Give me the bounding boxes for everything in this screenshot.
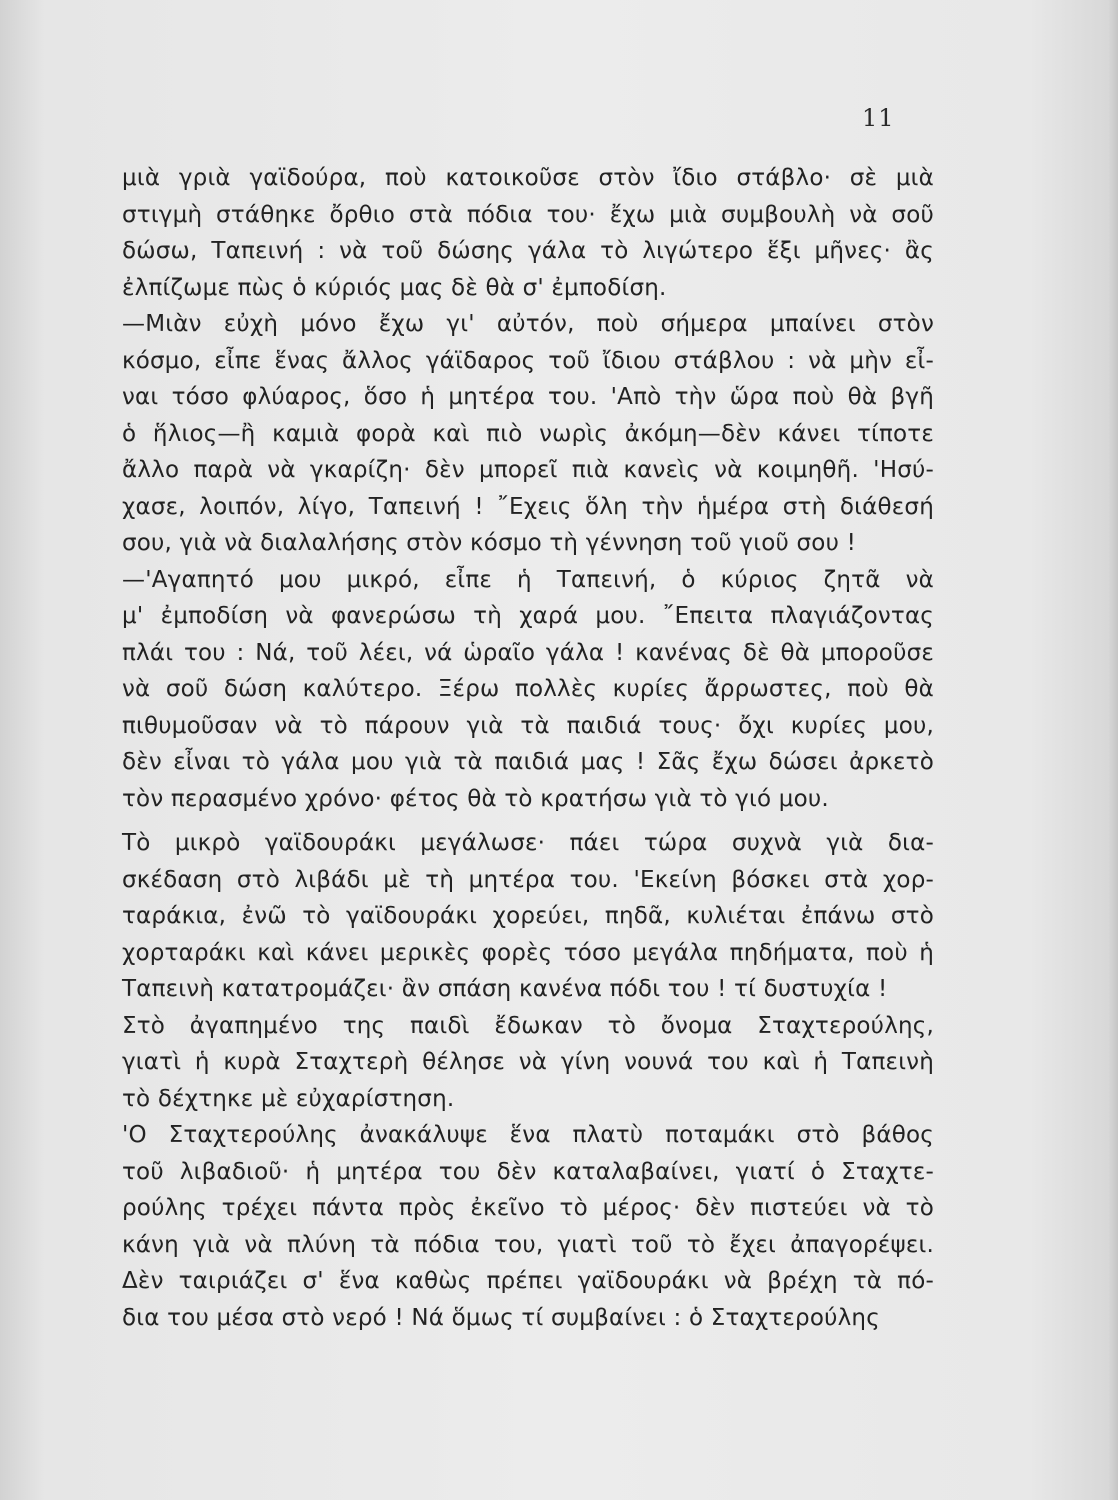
text-line: δια του μέσα στὸ νερό ! Νά ὅμως τί συμβαίνει : ὁ Σταχτερούλης [122, 1304, 880, 1331]
text-line: τὸν περασμένο χρόνο· φέτος θὰ τὸ κρατήσω γιὰ τὸ γιό μου. [122, 785, 829, 812]
text-line: —'Αγαπητό μου μικρό, εἶπε ἡ Ταπεινή, ὁ κύριος ζητᾶ νὰ [122, 566, 934, 593]
body-text [122, 160, 934, 1336]
text-line: ἐλπίζωμε πὼς ὁ κύριός μας δὲ θὰ σ' ἐμποδίση. [122, 274, 667, 301]
text-line: Στὸ ἀγαπημένο της παιδὶ ἔδωκαν τὸ ὄνομα Σταχτερούλης, [122, 1012, 934, 1039]
text-line: —Μιὰν εὐχὴ μόνο ἔχω γι' αὐτόν, ποὺ σήμερα μπαίνει στὸν [122, 311, 934, 337]
text-line: μιὰ γριὰ γαϊδούρα, ποὺ κατοικοῦσε στὸν ἴδιο στάβλο· σὲ μιὰ [122, 165, 934, 191]
text-line: ἄλλο παρὰ νὰ γκαρίζη· δὲν μπορεῖ πιὰ κανεὶς νὰ κοιμηθῆ. 'Ησύ- [122, 457, 934, 483]
text-line: χασε, λοιπόν, λίγο, Ταπεινή ! ῎Εχεις ὅλη τὴν ἡμέρα στὴ διάθεσή [122, 493, 934, 520]
text-line: 'Ο Σταχτερούλης ἀνακάλυψε ἕνα πλατὺ ποταμάκι στὸ βάθος [122, 1122, 934, 1148]
text-line: ναι τόσο φλύαρος, ὅσο ἡ μητέρα του. 'Απὸ τὴν ὥρα ποὺ θὰ βγῆ [122, 384, 934, 410]
text-line: νὰ σοῦ δώση καλύτερο. Ξέρω πολλὲς κυρίες ἄρρωστες, ποὺ θὰ [122, 676, 934, 702]
text-line: δώσω, Ταπεινή : νὰ τοῦ δώσης γάλα τὸ λιγώτερο ἕξι μῆνες· ἂς [122, 238, 934, 264]
text-line: ὁ ἥλιος—ἢ καμιὰ φορὰ καὶ πιὸ νωρὶς ἀκόμη—δὲν κάνει τίποτε [122, 420, 934, 447]
text-line: κάνη γιὰ νὰ πλύνη τὰ πόδια του, γιατὶ τοῦ τὸ ἔχει ἀπαγορέψει. [122, 1231, 934, 1258]
text-line: μ' ἐμποδίση νὰ φανερώσω τὴ χαρά μου. ῎Επειτα πλαγιάζοντας [122, 603, 934, 629]
text-line: κόσμο, εἶπε ἕνας ἄλλος γάϊδαρος τοῦ ἴδιου στάβλου : νὰ μὴν εἶ- [122, 347, 934, 374]
text-line: Δὲν ταιριάζει σ' ἕνα καθὼς πρέπει γαϊδουράκι νὰ βρέχη τὰ πό- [122, 1268, 934, 1294]
text-line: χορταράκι καὶ κάνει μερικὲς φορὲς τόσο μεγάλα πηδήματα, ποὺ ἡ [122, 939, 934, 966]
text-line: δὲν εἶναι τὸ γάλα μου γιὰ τὰ παιδιά μας ! Σᾶς ἔχω δώσει ἀρκετὸ [122, 749, 934, 775]
text-line: πιθυμοῦσαν νὰ τὸ πάρουν γιὰ τὰ παιδιά τους· ὄχι κυρίες μου, [122, 712, 934, 739]
text-line: πλάι του : Νά, τοῦ λέει, νά ὡραῖο γάλα ! κανένας δὲ θὰ μποροῦσε [122, 639, 934, 666]
text-line: ρούλης τρέχει πάντα πρὸς ἐκεῖνο τὸ μέρος· δὲν πιστεύει νὰ τὸ [122, 1195, 934, 1221]
page-number: 11 [862, 104, 895, 132]
text-line: σκέδαση στὸ λιβάδι μὲ τὴ μητέρα του. 'Εκείνη βόσκει στὰ χορ- [122, 866, 934, 893]
text-line: γιατὶ ἡ κυρὰ Σταχτερὴ θέλησε νὰ γίνη νουνά του καὶ ἡ Ταπεινὴ [122, 1049, 934, 1075]
text-line: ταράκια, ἐνῶ τὸ γαϊδουράκι χορεύει, πηδᾶ, κυλιέται ἐπάνω στὸ [122, 903, 934, 929]
text-line: Ταπεινὴ κατατρομάζει· ἂν σπάση κανένα πόδι του ! τί δυστυχία ! [122, 976, 888, 1002]
text-line: στιγμὴ στάθηκε ὄρθιο στὰ πόδια του· ἔχω μιὰ συμβουλὴ νὰ σοῦ [122, 201, 934, 228]
text-line: τὸ δέχτηκε μὲ εὐχαρίστηση. [122, 1085, 455, 1112]
text-line: τοῦ λιβαδιοῦ· ἡ μητέρα του δὲν καταλαβαίνει, γιατί ὁ Σταχτε- [122, 1158, 934, 1185]
page-edge-shadow [1108, 0, 1118, 1500]
text-line: σου, γιὰ νὰ διαλαλήσης στὸν κόσμο τὴ γέννηση τοῦ γιοῦ σου ! [122, 530, 857, 556]
text-line: Τὸ μικρὸ γαϊδουράκι μεγάλωσε· πάει τώρα συχνὰ γιὰ δια- [122, 830, 934, 856]
